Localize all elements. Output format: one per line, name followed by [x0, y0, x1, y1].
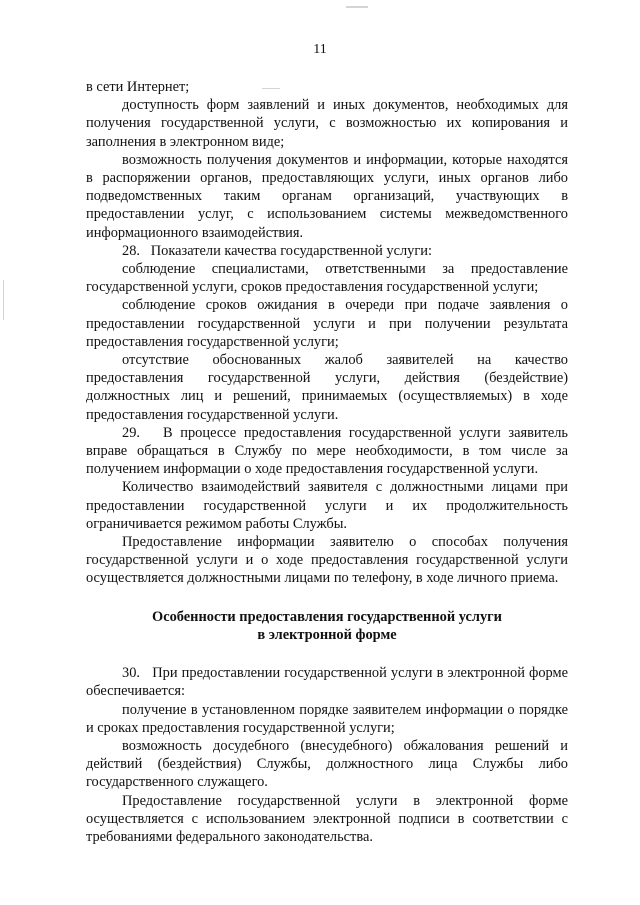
- section-heading-line-2: в электронной форме: [257, 626, 397, 643]
- paragraph-pretrial-appeal: возможность досудебного (внесудебного) обжалования решений и действий (бездействия) Службы, должностного лица Службы либо государственного служащего.: [86, 737, 568, 791]
- scan-artifact-left-edge: [3, 280, 4, 320]
- paragraph-interactions-count: Количество взаимодействий заявителя с должностными лицами при предоставлении государственной услуги и их продолжительность ограничивается режимом работы Службы.: [86, 479, 568, 532]
- paragraph-information-provision: Предоставление информации заявителю о способах получения государственной услуги и о ходе предоставления государственной услуги осуществляется должностными лицами по телефону, в ходе личного приема.: [86, 534, 568, 587]
- paragraph-item-29: 29. В процессе предоставления государственной услуги заявитель вправе обращаться в Службу по мере необходимости, в том числе за получением информации о ходе предоставления государственной услуги.: [86, 424, 568, 478]
- page-number: 11: [313, 42, 327, 57]
- paragraph-documents-access: возможность получения документов и информации, которые находятся в распоряжении органов, предоставляющих услуги, иных органов либо подведомственных таким органам организаций, участвующих в предоставлении услуг, с использованием системы межведомственного информационного взаимодействия.: [86, 151, 568, 241]
- section-heading-line-1: Особенности предоставления государственной услуги: [152, 608, 502, 625]
- paragraph-item-30: 30. При предоставлении государственной услуги в электронной форме обеспечивается:: [86, 665, 568, 700]
- document-body: [86, 78, 568, 846]
- paragraph-internet: в сети Интернет;: [86, 79, 190, 95]
- paragraph-deadlines-compliance: соблюдение специалистами, ответственными за предоставление государственной услуги, сроков предоставления государственной услуги;: [86, 261, 568, 296]
- paragraph-electronic-signature: Предоставление государственной услуги в электронной форме осуществляется с использованием электронной подписи в соответствии с требованиями федерального законодательства.: [86, 792, 568, 845]
- paragraph-item-28: 28. Показатели качества государственной услуги:: [122, 242, 432, 259]
- section-heading: [86, 608, 568, 644]
- paragraph-forms-availability: доступность форм заявлений и иных документов, необходимых для получения государственной услуги, с возможностью их копирования и заполнения в электронном виде;: [86, 97, 568, 150]
- scan-artifact-top: [346, 6, 368, 8]
- paragraph-queue-time: соблюдение сроков ожидания в очереди при подаче заявления о предоставлении государственной услуги и при получении результата предоставления государственной услуги;: [86, 297, 568, 350]
- paragraph-info-receipt: получение в установленном порядке заявителем информации о порядке и сроках предоставления государственной услуги;: [86, 701, 568, 736]
- paragraph-no-complaints: отсутствие обоснованных жалоб заявителей на качество предоставления государственной услуги, действия (бездействие) должностных лиц и решений, принимаемых (осуществляемых) в ходе предоставления государственной услуги.: [86, 352, 568, 423]
